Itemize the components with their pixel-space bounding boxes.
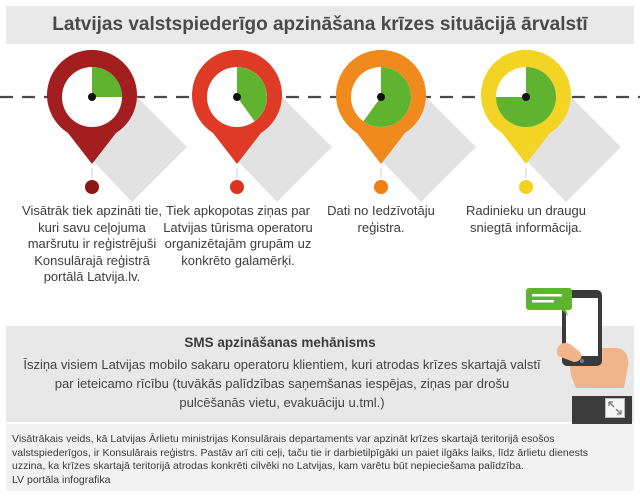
expand-icon[interactable]	[605, 398, 625, 418]
sms-title: SMS apzināšanas mehānisms	[184, 335, 376, 350]
step-dot	[374, 180, 388, 194]
pin-group	[47, 50, 621, 202]
footer-credit: LV portāla infografika	[12, 474, 111, 486]
timeline	[0, 44, 640, 204]
phone-home-button	[580, 359, 584, 363]
pin-2	[192, 50, 332, 202]
step-4-text: Radinieku un draugu sniegtā informācija.	[466, 203, 586, 235]
clock-center	[522, 93, 530, 101]
pin-1	[47, 50, 187, 202]
clock-center	[88, 93, 96, 101]
step-dot	[519, 180, 533, 194]
step-1-text: Visātrāk tiek apzināti tie, kuri savu ceļojuma maršrutu ir reģistrējuši Konsulārajā reģistrā portālā Latvija.lv.	[22, 203, 162, 284]
title-band	[6, 6, 634, 44]
chat-bubble-icon	[526, 288, 572, 316]
footer-text: Visātrākais veids, kā Latvijas Ārlietu ministrijas Konsulārais departaments var apzināt krīzes skartajā teritorijā esošos valstspiederīgos, ir Konsulārais reģistrs. Pastāv arī citi ceļi, taču tie ir darbietilpīgāki un paiet ilgāks laiks, līdz ārlietu dienests uzzina, ka krīzes skartajā teritorijā atrodas konkrēti cilvēki no Latvijas, kam varētu būt nepieciešama palīdzība.	[12, 433, 589, 472]
sms-body: Īsziņa visiem Latvijas mobilo sakaru operatoru klientiem, kuri atrodas krīzes skartajā valstī par ieteicamo rīcību (tuvākās palīdzības saņemšanas iespējas, ziņas par drošu pulcēšanās vietu, evakuāciju u.tml.)	[23, 357, 541, 410]
pin-3	[336, 50, 476, 202]
clock-center	[377, 93, 385, 101]
step-dot	[85, 180, 99, 194]
pin-4	[481, 50, 621, 202]
page-title: Latvijas valstspiederīgo apzināšana krīzes situācijā ārvalstī	[52, 14, 588, 35]
clock-center	[233, 93, 241, 101]
step-2-text: Tiek apkopotas ziņas par Latvijas tūrisma operatoru organizētajām grupām uz konkrēto galamērķi.	[163, 203, 313, 268]
step-3-text: Dati no Iedzīvotāju reģistra.	[327, 203, 435, 235]
step-dot	[230, 180, 244, 194]
